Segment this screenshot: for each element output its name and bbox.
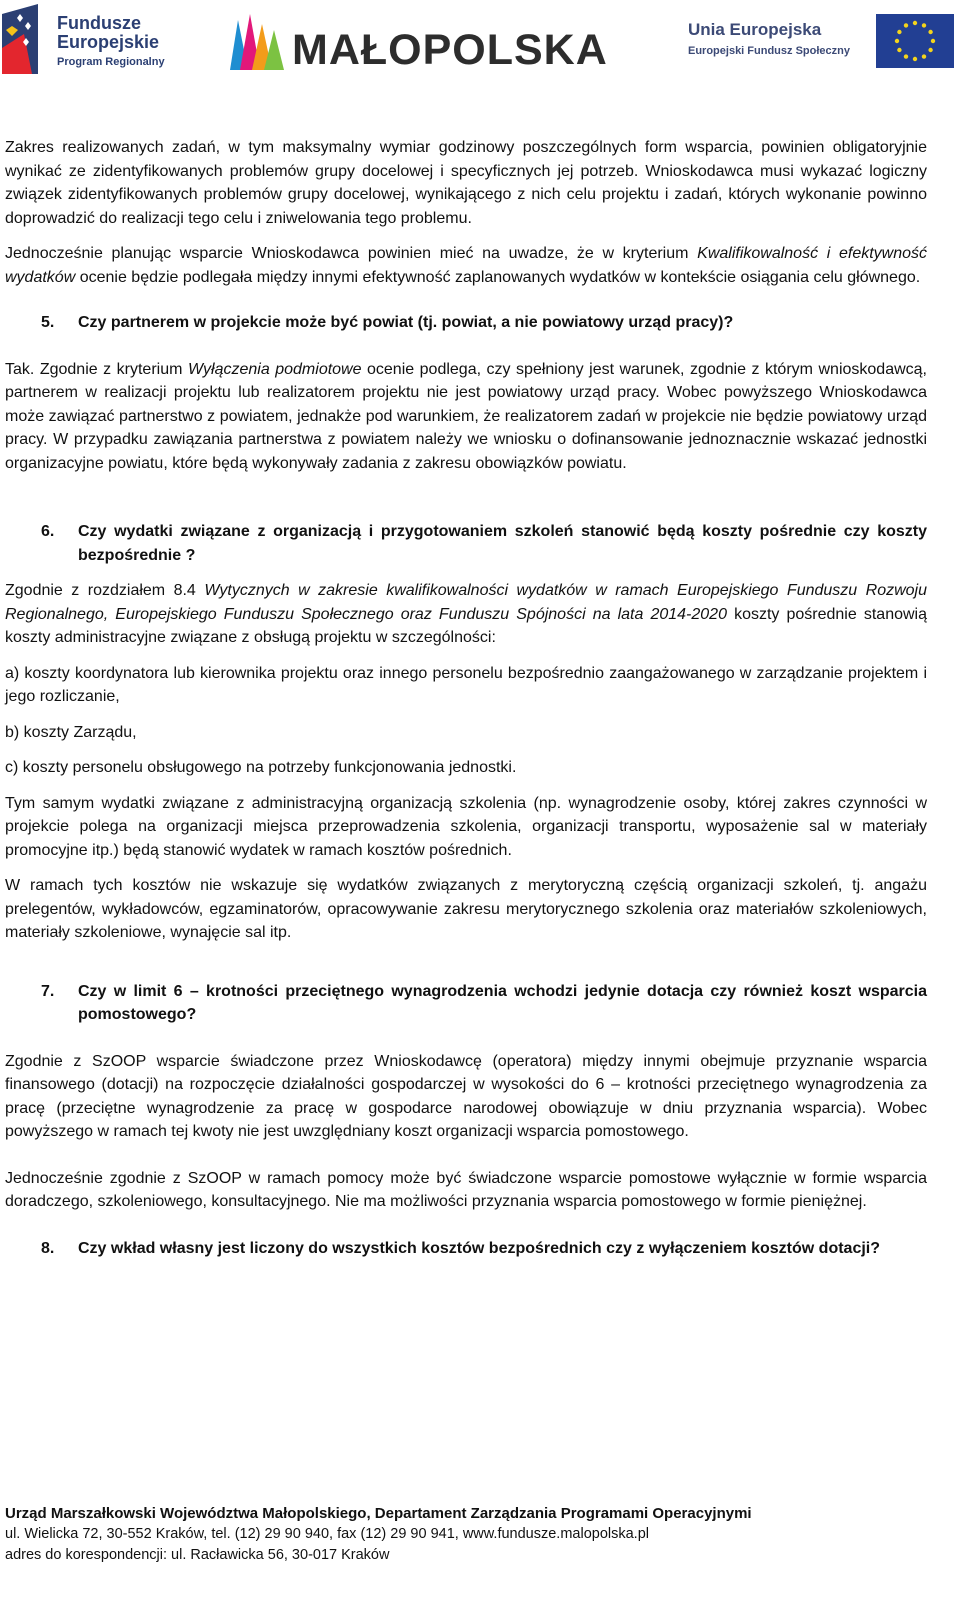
list-item-c: c) koszty personelu obsługowego na potrzeby funkcjonowania jednostki. xyxy=(5,759,517,776)
question-number: 8. xyxy=(41,1239,55,1257)
answer-5: Tak. Zgodnie z kryterium Wyłączenia podmiotowe ocenie podlega, czy spełniony jest warunek, zgodnie z którym wnioskodawcą, partnerem w realizacji projektu lub realizatorem projektu nie jest powiatowy urząd pracy. Wobec powyższego Wnioskodawca może zawiązać partnerstwo z powiatem, jednakże pod warunkiem, że realizatorem zadań w projekcie nie będzie powiatowy urząd pracy. W przypadku zawiązania partnerstwa z powiatem należy we wniosku o dofinansowanie jednoznacznie wskazać jednostki organizacyjne powiatu, które będą wykonywały zadania z zakresu obowiązków powiatu. xyxy=(5,360,927,472)
fe-logo-line3: Program Regionalny xyxy=(57,56,165,68)
ue-logo-line2: Europejski Fundusz Społeczny xyxy=(688,45,850,57)
page-footer xyxy=(5,1504,927,1566)
answer-6-paragraph-2: Tym samym wydatki związane z administracyjną organizacją szkolenia (np. wynagrodzenie osoby, której zakres czynności w projekcie polega na organizacji miejsca przeprowadzenia szkolenia, organizacji transportu, wyposażenie sal w materiały promocyjne itp.) będą stanowić wydatek w ramach kosztów pośrednich. xyxy=(5,794,927,859)
malopolska-wordmark: MAŁOPOLSKA xyxy=(292,26,608,74)
fe-logo-line1: Fundusze xyxy=(57,13,141,33)
guidelines-title: Wytycznych w zakresie kwalifikowalności wydatków w ramach Europejskiego Funduszu Rozwoju Regionalnego, Europejskiego Funduszu Społecznego oraz Funduszu Spójności na lata 2014-2020 xyxy=(5,582,928,623)
logo-header xyxy=(0,0,960,80)
ue-logo-line1: Unia Europejska xyxy=(688,20,822,39)
answer-7-paragraph-2: Jednocześnie zgodnie z SzOOP w ramach pomocy może być świadczone wsparcie pomostowe wyłącznie w formie wsparcia doradczego, szkoleniowego, konsultacyjnego. Nie ma możliwości przyznania wsparcia pomostowego w formie pieniężnej. xyxy=(5,1169,927,1210)
answer-7-paragraph-1: Zgodnie z SzOOP wsparcie świadczone przez Wnioskodawcę (operatora) między innymi obejmuje przyznanie wsparcia finansowego (dotacji) na rozpoczęcie działalności gospodarczej w wysokości do 6 – krotności przeciętnego wynagrodzenia za pracę (przeciętne wynagrodzenie za pracę w gospodarce narodowej obowiązuje w dniu przyznania wsparcia). Wobec powyższego w ramach tej kwoty nie jest uwzględniany koszt organizacji wsparcia pomostowego. xyxy=(5,1052,927,1140)
fundusze-europejskie-logo xyxy=(2,4,182,74)
question-text: Czy w limit 6 – krotności przeciętnego wynagrodzenia wchodzi jedynie dotacja czy również koszt wsparcia pomostowego? xyxy=(78,982,927,1023)
eu-flag-icon xyxy=(876,14,954,68)
malopolska-emblem-icon xyxy=(228,12,288,72)
unia-europejska-logo xyxy=(688,14,958,72)
question-7 xyxy=(5,980,927,1027)
question-number: 5. xyxy=(41,314,55,331)
question-number: 6. xyxy=(41,523,55,540)
answer-6-paragraph-3: W ramach tych kosztów nie wskazuje się wydatków związanych z merytoryczną częścią organizacji szkoleń, tj. angażu prelegentów, wykładowców, egzaminatorów, opracowywanie zakresu merytorycznego szkolenia oraz materiałów szkoleniowych, materiały szkoleniowe, wynajęcie sal itp. xyxy=(5,877,927,941)
criterion-name: Kwalifikowalność i efektywność wydatków xyxy=(5,245,928,286)
question-text: Czy wydatki związane z organizacją i przygotowaniem szkoleń stanowić będą koszty pośrednie czy koszty bezpośrednie ? xyxy=(78,523,927,564)
question-8 xyxy=(5,1237,927,1261)
question-number: 7. xyxy=(41,982,55,1000)
paragraph-efficiency: Jednocześnie planując wsparcie Wnioskodawca powinien mieć na uwadze, że w kryterium Kwalifikowalność i efektywność wydatków ocenie będzie podlegała między innymi efektywność zaplanowanych wydatków w kontekście osiągania celu głównego. xyxy=(5,245,928,286)
footer-office-name: Urząd Marszałkowski Województwa Małopolskiego, Departament Zarządzania Programami Operacyjnymi xyxy=(5,1505,752,1522)
footer-correspondence-address: adres do korespondencji: ul. Racławicka 56, 30-017 Kraków xyxy=(5,1547,390,1563)
list-item-a: a) koszty koordynatora lub kierownika projektu oraz innego personelu bezpośrednio zaangażowanego w zarządzanie projektem i jego rozliczanie, xyxy=(5,664,927,705)
question-5 xyxy=(5,311,927,335)
footer-address: ul. Wielicka 72, 30-552 Kraków, tel. (12) 29 90 940, fax (12) 29 90 941, www.fundusze.malopolska.pl xyxy=(5,1526,649,1542)
fundusze-europejskie-emblem-icon xyxy=(2,4,50,74)
question-text: Czy partnerem w projekcie może być powiat (tj. powiat, a nie powiatowy urząd pracy)? xyxy=(78,314,734,331)
criterion-name: Wyłączenia podmiotowe xyxy=(187,360,362,378)
paragraph-scope: Zakres realizowanych zadań, w tym maksymalny wymiar godzinowy poszczególnych form wsparcia, powinien obligatoryjnie wynikać ze zidentyfikowanych problemów grupy docelowej i specyficznych jej potrzeb. Wnioskodawca musi wykazać logiczny związek zidentyfikowanych problemów grupy docelowej, wynikającego z nich celu projektu i zadań, których wykonanie powinno doprowadzić do realizacji tego celu i zniwelowania tego problemu. xyxy=(5,139,927,227)
malopolska-logo xyxy=(228,12,628,72)
answer-6: Zgodnie z rozdziałem 8.4 Wytycznych w zakresie kwalifikowalności wydatków w ramach Europejskiego Funduszu Rozwoju Regionalnego, Europejskiego Funduszu Społecznego oraz Funduszu Spójności na lata 2014-2020 koszty pośrednie stanowią koszty administracyjne związane z obsługą projektu w szczególności: xyxy=(5,582,928,646)
question-6 xyxy=(5,520,927,567)
question-text: Czy wkład własny jest liczony do wszystkich kosztów bezpośrednich czy z wyłączeniem kosztów dotacji? xyxy=(78,1239,880,1257)
fe-logo-line2: Europejskie xyxy=(57,32,160,52)
document-body xyxy=(5,136,927,1260)
list-item-b: b) koszty Zarządu, xyxy=(5,723,137,741)
